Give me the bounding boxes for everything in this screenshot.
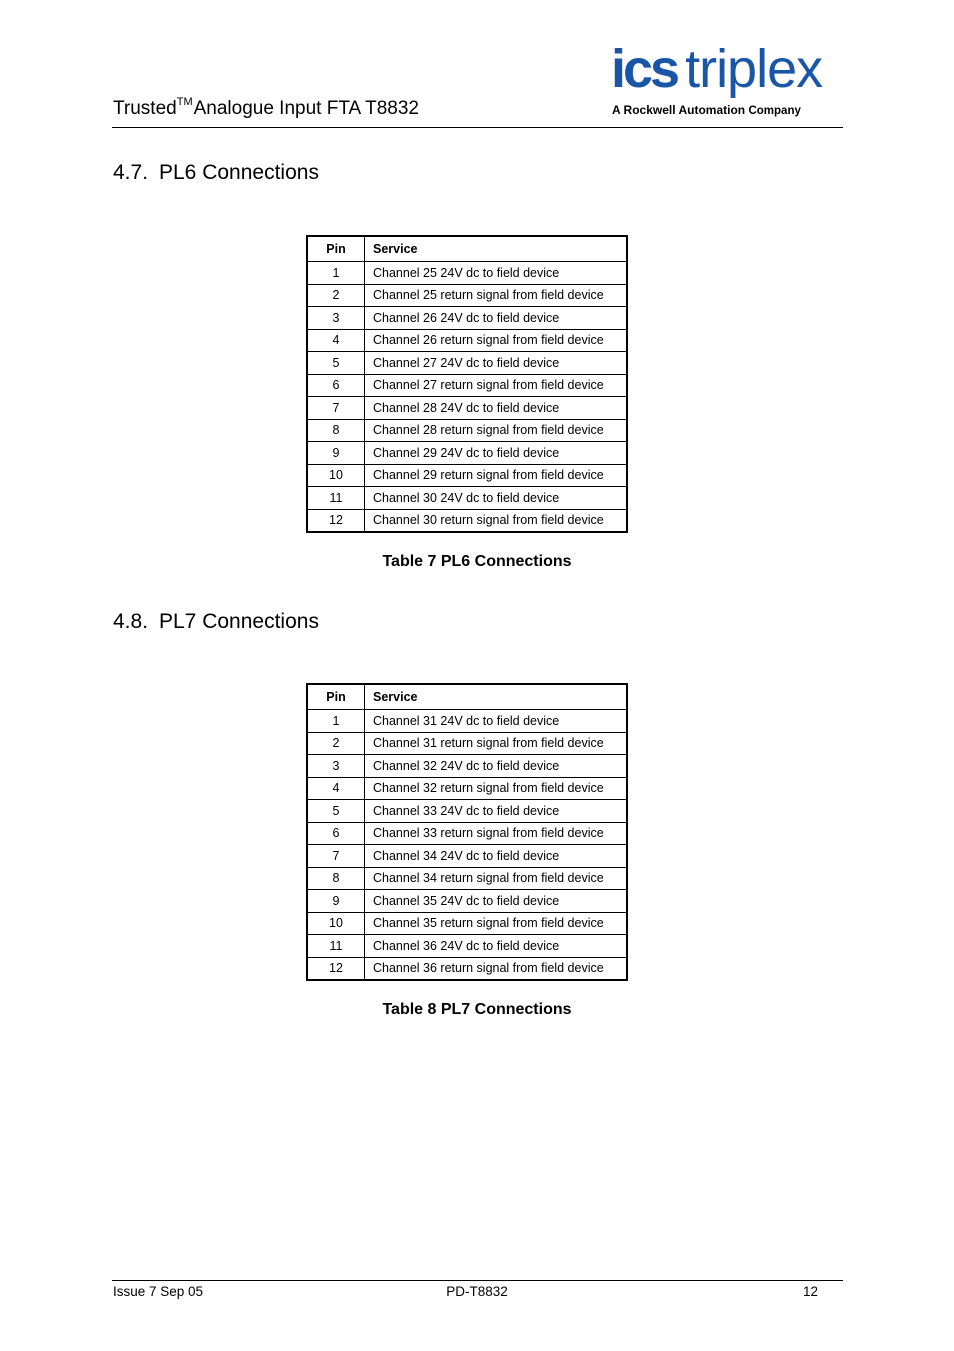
section-heading-pl6 xyxy=(113,161,319,185)
pin-cell: 1 xyxy=(307,710,365,733)
service-cell: Channel 27 24V dc to field device xyxy=(365,352,628,375)
table-row xyxy=(307,867,627,890)
service-cell: Channel 26 24V dc to field device xyxy=(365,307,628,330)
table-row xyxy=(307,419,627,442)
table-row xyxy=(307,397,627,420)
logo-tagline xyxy=(612,103,801,117)
pin-cell: 10 xyxy=(307,912,365,935)
service-cell: Channel 34 return signal from field device xyxy=(365,867,628,890)
table-row xyxy=(307,464,627,487)
table-row xyxy=(307,957,627,980)
table-row xyxy=(307,890,627,913)
pin-cell: 2 xyxy=(307,732,365,755)
pin-cell: 7 xyxy=(307,845,365,868)
table-row xyxy=(307,800,627,823)
pin-cell: 4 xyxy=(307,777,365,800)
service-cell: Channel 31 24V dc to field device xyxy=(365,710,628,733)
table-row xyxy=(307,710,627,733)
pin-cell: 3 xyxy=(307,307,365,330)
pin-cell: 1 xyxy=(307,262,365,285)
header-divider xyxy=(112,127,843,128)
footer-page-number: 12 xyxy=(802,1284,818,1299)
table-row xyxy=(307,777,627,800)
header-pin: Pin xyxy=(307,236,365,262)
service-cell: Channel 25 return signal from field device xyxy=(365,284,628,307)
pin-cell: 8 xyxy=(307,419,365,442)
footer-divider xyxy=(112,1280,843,1281)
service-cell: Channel 35 return signal from field device xyxy=(365,912,628,935)
table-header-row xyxy=(307,684,627,710)
table-row xyxy=(307,755,627,778)
service-cell: Channel 28 return signal from field device xyxy=(365,419,628,442)
service-cell: Channel 29 24V dc to field device xyxy=(365,442,628,465)
trademark-sup: TM xyxy=(176,96,193,108)
table-row xyxy=(307,732,627,755)
table-row xyxy=(307,329,627,352)
service-cell: Channel 35 24V dc to field device xyxy=(365,890,628,913)
pin-cell: 11 xyxy=(307,935,365,958)
table-row xyxy=(307,822,627,845)
section-title: PL7 Connections xyxy=(159,610,319,633)
table-caption-pl7: Table 8 PL7 Connections xyxy=(382,1001,572,1018)
pin-cell: 10 xyxy=(307,464,365,487)
company-logo xyxy=(611,40,843,120)
pin-cell: 5 xyxy=(307,352,365,375)
service-cell: Channel 30 24V dc to field device xyxy=(365,487,628,510)
pin-cell: 6 xyxy=(307,374,365,397)
pin-cell: 12 xyxy=(307,957,365,980)
pl6-connections-table xyxy=(306,235,628,533)
service-cell: Channel 36 24V dc to field device xyxy=(365,935,628,958)
section-number: 4.7. xyxy=(113,161,149,184)
table-row xyxy=(307,352,627,375)
pin-cell: 12 xyxy=(307,509,365,532)
pin-cell: 9 xyxy=(307,890,365,913)
logo-wordmark xyxy=(611,40,822,98)
footer-issue: Issue 7 Sep 05 xyxy=(113,1284,204,1299)
service-cell: Channel 32 24V dc to field device xyxy=(365,755,628,778)
logo-tag-main: A Rockwell Automation xyxy=(612,103,746,117)
service-cell: Channel 33 return signal from field device xyxy=(365,822,628,845)
header-service: Service xyxy=(365,236,628,262)
title-suffix: Analogue Input FTA T8832 xyxy=(193,98,419,119)
logo-tag-company: Company xyxy=(748,105,801,117)
service-cell: Channel 33 24V dc to field device xyxy=(365,800,628,823)
pin-cell: 8 xyxy=(307,867,365,890)
header-service: Service xyxy=(365,684,628,710)
table-row xyxy=(307,374,627,397)
table-row xyxy=(307,912,627,935)
service-cell: Channel 34 24V dc to field device xyxy=(365,845,628,868)
table-row xyxy=(307,262,627,285)
pl7-connections-table xyxy=(306,683,628,981)
service-cell: Channel 36 return signal from field device xyxy=(365,957,628,980)
pin-cell: 3 xyxy=(307,755,365,778)
logo-triplex: triplex xyxy=(685,39,823,99)
table-row xyxy=(307,307,627,330)
service-cell: Channel 26 return signal from field device xyxy=(365,329,628,352)
pin-cell: 4 xyxy=(307,329,365,352)
service-cell: Channel 30 return signal from field device xyxy=(365,509,628,532)
service-cell: Channel 29 return signal from field device xyxy=(365,464,628,487)
section-title: PL6 Connections xyxy=(159,161,319,184)
section-number: 4.8. xyxy=(113,610,149,633)
table-caption-pl6: Table 7 PL6 Connections xyxy=(382,553,572,570)
logo-ics: ics xyxy=(611,39,678,99)
pin-cell: 2 xyxy=(307,284,365,307)
table-row xyxy=(307,845,627,868)
pin-cell: 6 xyxy=(307,822,365,845)
footer-doc-id: PD-T8832 xyxy=(446,1284,508,1299)
table-row xyxy=(307,509,627,532)
section-heading-pl7 xyxy=(113,610,319,634)
service-cell: Channel 25 24V dc to field device xyxy=(365,262,628,285)
header-pin: Pin xyxy=(307,684,365,710)
service-cell: Channel 32 return signal from field device xyxy=(365,777,628,800)
service-cell: Channel 31 return signal from field device xyxy=(365,732,628,755)
service-cell: Channel 28 24V dc to field device xyxy=(365,397,628,420)
pin-cell: 11 xyxy=(307,487,365,510)
table-row xyxy=(307,487,627,510)
table-header-row xyxy=(307,236,627,262)
pin-cell: 5 xyxy=(307,800,365,823)
table-row xyxy=(307,442,627,465)
table-row xyxy=(307,284,627,307)
title-prefix: Trusted xyxy=(113,98,177,119)
table-row xyxy=(307,935,627,958)
service-cell: Channel 27 return signal from field device xyxy=(365,374,628,397)
pin-cell: 7 xyxy=(307,397,365,420)
pin-cell: 9 xyxy=(307,442,365,465)
document-title xyxy=(113,98,419,120)
